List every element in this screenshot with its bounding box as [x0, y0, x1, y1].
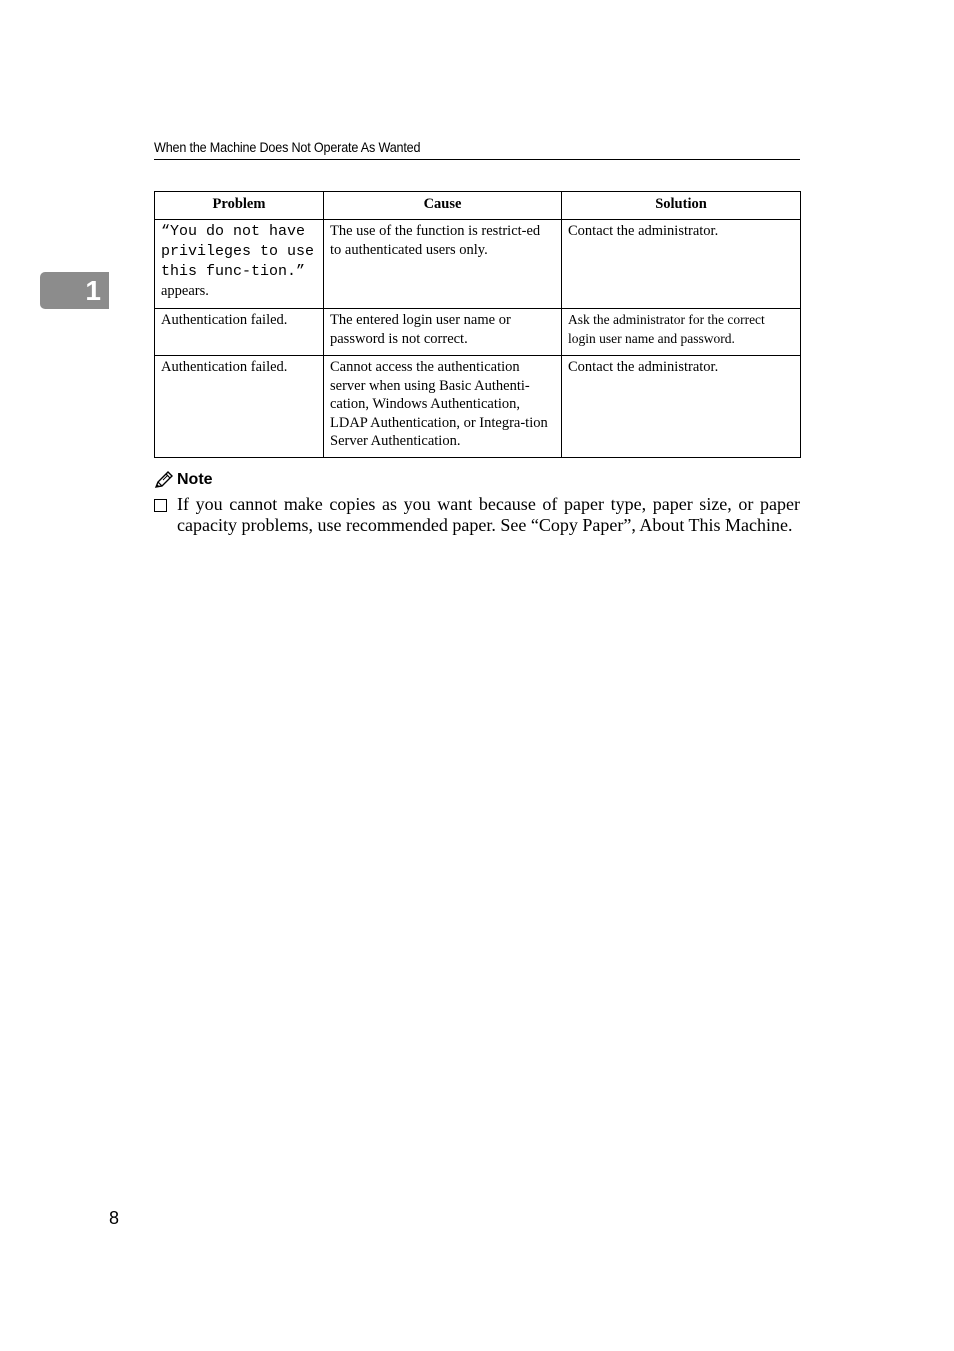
checkbox-bullet-icon [154, 499, 167, 512]
solution-cell: Contact the administrator. [562, 356, 801, 458]
cause-cell: The use of the function is restrict-ed to authenticated users only. [324, 220, 562, 309]
note-item [154, 494, 800, 536]
table-row [155, 309, 801, 356]
problem-cell: Authentication failed. [155, 309, 324, 356]
cause-cell: The entered login user name or password is not correct. [324, 309, 562, 356]
solution-cell: Contact the administrator. [562, 220, 801, 309]
cause-cell: Cannot access the authentication server when using Basic Authenti-cation, Windows Authentication, LDAP Authentication, or Integra-tion Server Authentication. [324, 356, 562, 458]
problem-cell [155, 220, 324, 309]
troubleshooting-table [154, 191, 801, 458]
column-header-cause: Cause [324, 192, 562, 220]
running-title: When the Machine Does Not Operate As Wanted [154, 139, 421, 155]
page-number: 8 [109, 1208, 120, 1228]
note-text: If you cannot make copies as you want because of paper type, paper size, or paper capacity problems, use recommended paper. See “Copy Paper”, About This Machine. [177, 494, 800, 535]
problem-suffix: appears. [161, 283, 209, 299]
chapter-tab: 1 [40, 272, 109, 309]
table-row [155, 220, 801, 309]
note-heading [154, 469, 213, 491]
note-label: Note [177, 471, 213, 488]
table-row [155, 356, 801, 458]
problem-cell: Authentication failed. [155, 356, 324, 458]
pencil-icon [154, 471, 174, 489]
column-header-problem: Problem [155, 192, 324, 220]
problem-message: “You do not have privileges to use this func-tion.” [161, 223, 315, 280]
solution-cell: Ask the administrator for the correct login user name and password. [562, 309, 801, 356]
column-header-solution: Solution [562, 192, 801, 220]
running-header [154, 139, 800, 160]
table-header-row [155, 192, 801, 220]
